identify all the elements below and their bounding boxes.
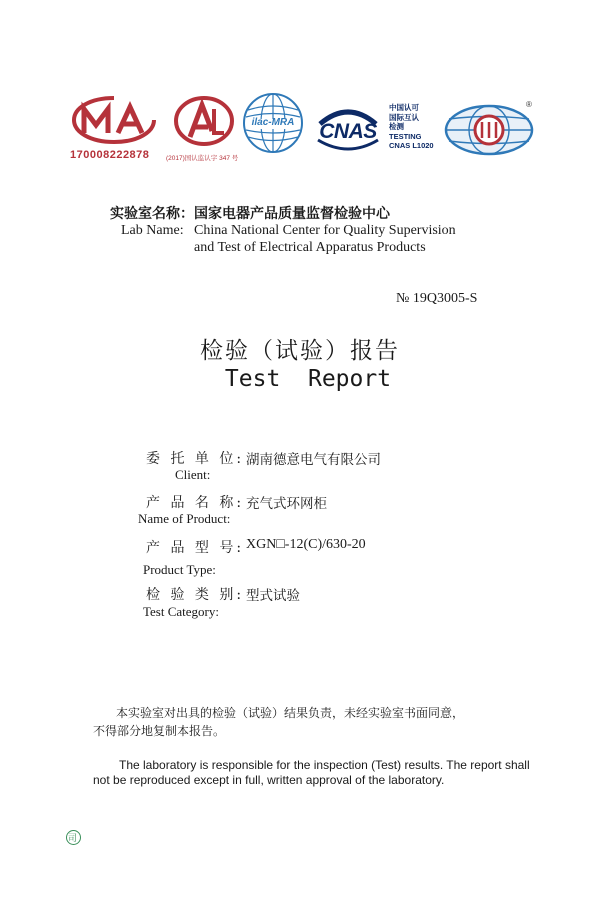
product-name-label-cn: 产 品 名 称:	[146, 495, 245, 511]
cnas-logo	[312, 104, 384, 156]
lab-name-en-line2: and Test of Electrical Apparatus Products	[194, 240, 426, 255]
product-name-label-en: Name of Product:	[138, 511, 231, 526]
cma-logo	[68, 95, 160, 165]
cnas-line: 中国认可	[389, 103, 419, 112]
registered-mark: ®	[526, 100, 532, 109]
test-category-label-en: Test Category:	[143, 604, 219, 619]
client-label-cn: 委 托 单 位:	[146, 451, 245, 467]
cal-number: (2017)国认监认字 347 号	[166, 155, 239, 162]
cnas-line: TESTING	[389, 131, 422, 141]
product-type-value: XGN□-12(C)/630-20	[246, 537, 366, 552]
disclaimer-en-line2: not be reproduced except in full, written approval of the laboratory.	[93, 773, 445, 787]
report-title-cn: 检验（试验）报告	[200, 338, 400, 364]
globe-emblem-icon	[444, 104, 534, 156]
cma-emblem-icon	[70, 95, 158, 145]
cal-emblem-icon	[172, 95, 236, 147]
product-name-value: 充气式环网柜	[246, 496, 327, 512]
ilac-mra-logo	[242, 92, 306, 156]
cnas-accreditation-text	[389, 103, 443, 151]
product-type-label-en: Product Type:	[143, 562, 216, 577]
cnas-line: 检测	[389, 122, 404, 131]
cnas-line: 国际互认	[389, 112, 419, 122]
lab-name-en-line1: China National Center for Quality Supervision	[194, 223, 456, 238]
certification-globe-logo	[444, 104, 536, 158]
seal-stamp-char: 司	[68, 834, 78, 844]
cnas-label: CNAS	[319, 120, 377, 143]
client-label-en: Client:	[175, 467, 211, 482]
disclaimer-cn-line2: 不得部分地复制本报告。	[93, 724, 226, 738]
cma-number: 170008222878	[70, 149, 150, 161]
report-number: № 19Q3005-S	[396, 291, 478, 306]
cnas-line: CNAS L1020	[389, 141, 434, 150]
disclaimer-cn-line1: 本实验室对出具的检验（试验）结果负责，未经实验室书面同意，	[116, 706, 465, 720]
lab-name-label-en: Lab Name:	[121, 223, 184, 238]
test-category-label-cn: 检 验 类 别:	[146, 587, 245, 603]
product-type-label-cn: 产 品 型 号:	[146, 540, 245, 556]
ilac-label: ilac-MRA	[251, 117, 295, 128]
client-value: 湖南德意电气有限公司	[246, 452, 381, 468]
lab-name-cn: 实验室名称：国家电器产品质量监督检验中心	[110, 206, 390, 222]
test-category-value: 型式试验	[246, 588, 300, 604]
report-title-en: Test Report	[224, 366, 392, 392]
disclaimer-en-line1: The laboratory is responsible for the inspection (Test) results. The report shall	[119, 758, 530, 772]
cal-logo	[166, 95, 246, 165]
